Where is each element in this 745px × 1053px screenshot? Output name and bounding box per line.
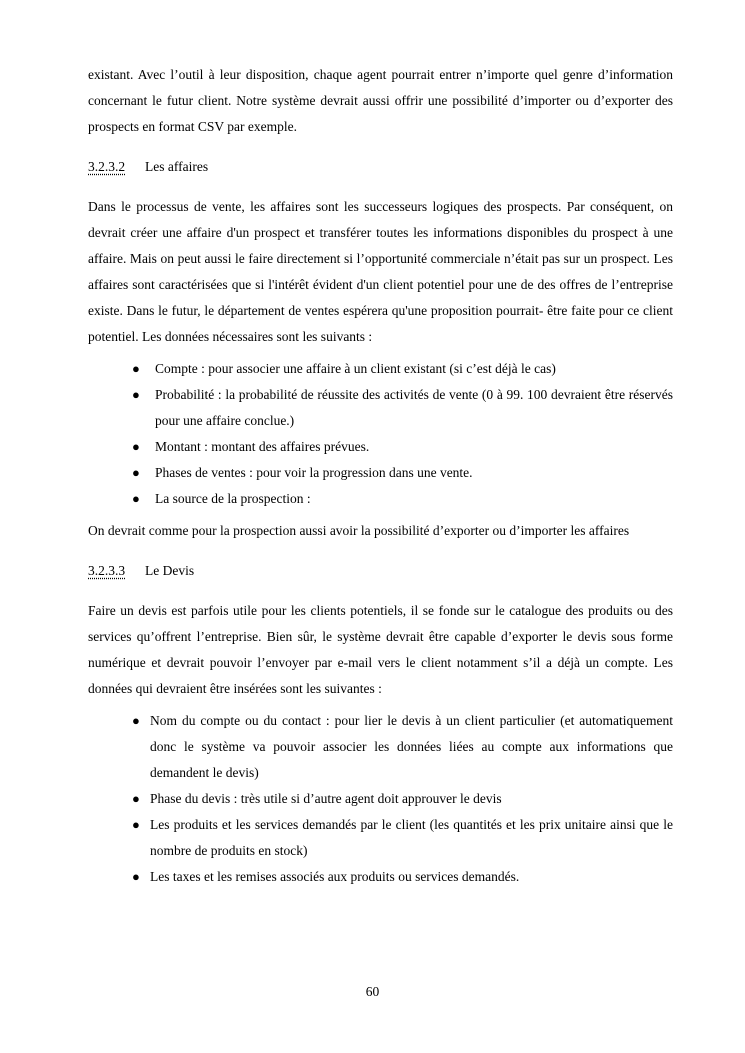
list-item: ● Phases de ventes : pour voir la progression dans une vente. bbox=[88, 460, 673, 486]
page-number: 60 bbox=[365, 984, 380, 999]
list-item: ● Compte : pour associer une affaire à un client existant (si c’est déjà le cas) bbox=[88, 356, 673, 382]
list-item: ● Probabilité : la probabilité de réussite des activités de vente (0 à 99. 100 devraient être réservés pour une affaire conclue.) bbox=[88, 382, 673, 434]
section-heading-affaires bbox=[88, 154, 673, 180]
affaires-bullet-list bbox=[88, 356, 673, 512]
bullet-icon: ● bbox=[132, 361, 140, 376]
section-title: Les affaires bbox=[145, 159, 209, 174]
affaires-closing-paragraph: On devrait comme pour la prospection aussi avoir la possibilité d’exporter ou d’importer les affaires bbox=[88, 523, 630, 538]
section-number: 3.2.3.2 bbox=[88, 159, 126, 174]
bullet-icon: ● bbox=[132, 491, 140, 506]
list-item: ● Phase du devis : très utile si d’autre agent doit approuver le devis bbox=[88, 786, 673, 812]
intro-paragraph: existant. Avec l’outil à leur disposition, chaque agent pourrait entrer n’importe quel genre d’information concernant le futur client. Notre système devrait aussi offrir une possibilité d’importer ou d’exporter des prospects en format CSV par exemple. bbox=[88, 67, 673, 134]
bullet-icon: ● bbox=[132, 791, 140, 806]
bullet-icon: ● bbox=[132, 869, 140, 884]
bullet-icon: ● bbox=[132, 713, 140, 728]
bullet-icon: ● bbox=[132, 387, 140, 402]
list-item: ● Nom du compte ou du contact : pour lier le devis à un client particulier (et automatiquement donc le système va pouvoir associer les données liées au compte aux informations que demandent le devis) bbox=[88, 708, 673, 786]
affaires-paragraph: Dans le processus de vente, les affaires sont les successeurs logiques des prospects. Par conséquent, on devrait créer une affaire d'un prospect et transférer toutes les informations disponibles du prospect à une affaire. Mais on peut aussi le faire directement si l’opportunité commerciale n’était pas sur un prospect. Les affaires sont caractérisées que si l'intérêt évident d'un client potentiel pour une de des offres de l’entreprise existe. Dans le futur, le département de ventes espérera qu'une proposition pourrait- être faite pour ce client potentiel. Les données nécessaires sont les suivants : bbox=[88, 199, 673, 344]
section-heading-devis bbox=[88, 558, 673, 584]
bullet-icon: ● bbox=[132, 465, 140, 480]
list-item: ● Montant : montant des affaires prévues. bbox=[88, 434, 673, 460]
document-page bbox=[88, 62, 673, 890]
bullet-icon: ● bbox=[132, 817, 140, 832]
devis-bullet-list bbox=[88, 708, 673, 890]
list-item: ● La source de la prospection : bbox=[88, 486, 673, 512]
list-item: ● Les produits et les services demandés par le client (les quantités et les prix unitaire ainsi que le nombre de produits en stock) bbox=[88, 812, 673, 864]
devis-paragraph: Faire un devis est parfois utile pour les clients potentiels, il se fonde sur le catalogue des produits ou des services qu’offrent l’entreprise. Bien sûr, le système devrait être capable d’exporter le devis sous forme numérique et devrait pouvoir l’envoyer par e-mail vers le client notamment s’il a déjà un compte. Les données qui devraient être insérées sont les suivantes : bbox=[88, 603, 673, 696]
section-number: 3.2.3.3 bbox=[88, 563, 126, 578]
section-title: Le Devis bbox=[145, 563, 195, 578]
list-item: ● Les taxes et les remises associés aux produits ou services demandés. bbox=[88, 864, 673, 890]
bullet-icon: ● bbox=[132, 439, 140, 454]
